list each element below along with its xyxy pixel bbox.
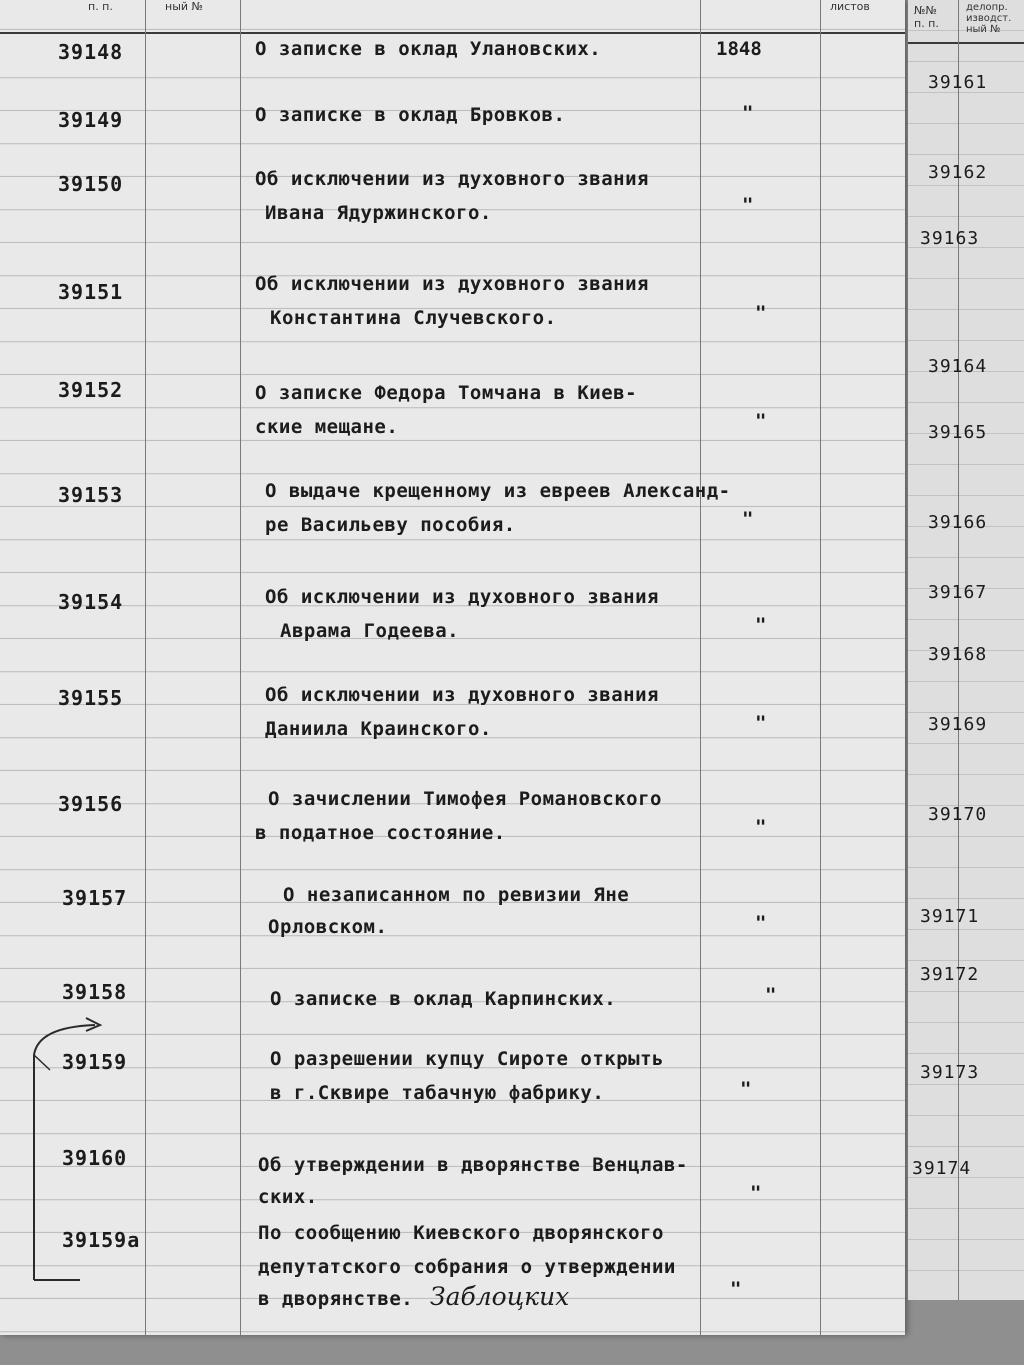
entry-year: ": [755, 302, 767, 324]
right-entry-number: 39172: [920, 964, 980, 985]
entry-title: в податное состояние.: [255, 822, 506, 844]
handwritten-note: Заблоцких: [430, 1282, 570, 1311]
entry-year: ": [730, 1278, 742, 1300]
entry-title: ре Васильеву пособия.: [265, 514, 516, 536]
column-divider: [145, 0, 146, 1335]
header-sheets: листов: [830, 0, 870, 13]
entry-year: ": [750, 1182, 762, 1204]
entry-number: 39149: [58, 108, 124, 132]
right-entry-number: 39171: [920, 906, 980, 927]
right-entry-number: 39162: [928, 162, 988, 183]
entry-title: Даниила Краинского.: [265, 718, 492, 740]
right-entry-number: 39164: [928, 356, 988, 377]
right-entry-number: 39174: [912, 1158, 972, 1179]
entry-number: 39152: [58, 378, 124, 402]
column-divider: [240, 0, 241, 1335]
header-file-num: ный №: [165, 0, 203, 13]
entry-title: По сообщению Киевского дворянского: [258, 1222, 664, 1244]
entry-number: 39158: [62, 980, 128, 1004]
entry-number: 39148: [58, 40, 124, 64]
header-num: №№ п. п.: [914, 4, 939, 30]
right-entry-number: 39173: [920, 1062, 980, 1083]
header-file-num: делопр. изводст. ный №: [966, 2, 1012, 35]
entry-title: депутатского собрания о утверждении: [258, 1256, 676, 1278]
entry-title: ские мещане.: [255, 416, 399, 438]
entry-title: Аврама Годеева.: [280, 620, 460, 642]
entry-number: 39156: [58, 792, 124, 816]
entry-title: Об исключении из духовного звания: [255, 168, 649, 190]
entry-title: О записке в оклад Карпинских.: [270, 988, 617, 1010]
entry-year: ": [742, 508, 754, 530]
entry-title: О зачислении Тимофея Романовского: [268, 788, 662, 810]
entry-year: ": [740, 1078, 752, 1100]
entry-title: Об исключении из духовного звания: [265, 684, 659, 706]
entry-title: Об утверждении в дворянстве Венцлав-: [258, 1154, 688, 1176]
entry-year: ": [755, 912, 767, 934]
ink-arrow-icon: [20, 1015, 110, 1295]
entry-title: Об исключении из духовного звания: [255, 273, 649, 295]
entry-title: в дворянстве.: [258, 1288, 414, 1310]
entry-year: ": [755, 816, 767, 838]
entry-title: ских.: [258, 1186, 318, 1208]
right-entry-number: 39168: [928, 644, 988, 665]
entry-number: 39155: [58, 686, 124, 710]
entry-year: ": [765, 984, 777, 1006]
entry-number: 39160: [62, 1146, 128, 1170]
entry-number: 39153: [58, 483, 124, 507]
entry-title: О разрешении купцу Сироте открыть: [270, 1048, 664, 1070]
entry-number: 39157: [62, 886, 128, 910]
entry-year: ": [742, 102, 754, 124]
right-entry-number: 39161: [928, 72, 988, 93]
entry-number: 39159а: [62, 1228, 141, 1252]
adjacent-page: [908, 0, 1024, 1300]
entry-year: ": [755, 712, 767, 734]
entry-number: 39150: [58, 172, 124, 196]
right-entry-number: 39169: [928, 714, 988, 735]
entry-title: О записке в оклад Бровков.: [255, 104, 566, 126]
right-entry-number: 39166: [928, 512, 988, 533]
entry-title: Об исключении из духовного звания: [265, 586, 659, 608]
column-divider: [820, 0, 821, 1335]
entry-year: ": [755, 614, 767, 636]
entry-number: 39159: [62, 1050, 128, 1074]
entry-title: Константина Случевского.: [270, 307, 557, 329]
entry-number: 39151: [58, 280, 124, 304]
right-entry-number: 39167: [928, 582, 988, 603]
entry-year: 1848: [716, 38, 762, 60]
entry-title: Ивана Ядуржинского.: [265, 202, 492, 224]
right-entry-number: 39165: [928, 422, 988, 443]
header-num: п. п.: [88, 0, 113, 13]
entry-title: в г.Сквире табачную фабрику.: [270, 1082, 605, 1104]
right-entry-number: 39163: [920, 228, 980, 249]
entry-year: ": [755, 410, 767, 432]
entry-title: Орловском.: [268, 916, 388, 938]
entry-number: 39154: [58, 590, 124, 614]
entry-title: О записке Федора Томчана в Киев-: [255, 382, 638, 404]
entry-title: О незаписанном по ревизии Яне: [283, 884, 630, 906]
entry-title: О выдаче крещенному из евреев Александ-: [265, 480, 731, 502]
entry-year: ": [742, 194, 754, 216]
right-entry-number: 39170: [928, 804, 988, 825]
column-divider: [700, 0, 701, 1335]
entry-title: О записке в оклад Улановских.: [255, 38, 602, 60]
